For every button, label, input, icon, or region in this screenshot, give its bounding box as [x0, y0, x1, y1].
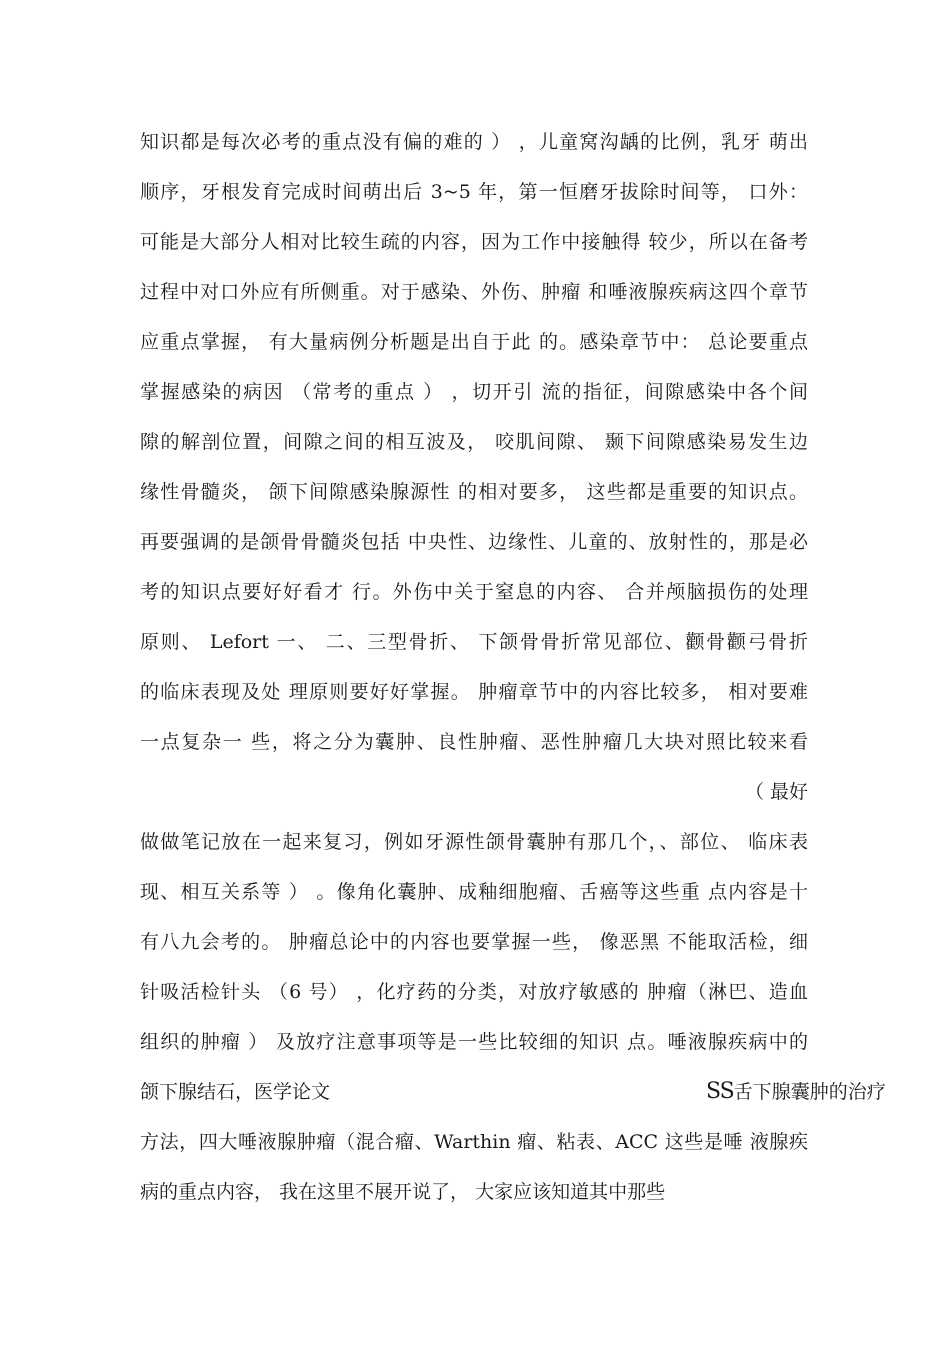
text-line: 缘性骨髓炎， 颌下间隙感染腺源性 的相对要多， 这些都是重要的知识点。 — [140, 481, 808, 503]
text-line: 一点复杂一 些，将之分为囊肿、良性肿瘤、恶性肿瘤几大块对照比较来看 — [140, 731, 808, 753]
text-line: 做做笔记放在一起来复习，例如牙源性颌骨囊肿有那几个，、部位、 临床表 — [140, 831, 808, 853]
text-line: 原则、 Lefort 一、 二、三型骨折、 下颌骨骨折常见部位、颧骨颧弓骨折 — [140, 631, 808, 653]
split-line-right: 舌下腺囊肿的治疗 — [733, 1081, 886, 1103]
split-line-right-group — [706, 1080, 886, 1104]
text-line: 知识都是每次必考的重点没有偏的难的 ） ，儿童窝沟龋的比例，乳牙 萌出 — [140, 131, 808, 153]
text-line: 现、相互关系等 ） 。像角化囊肿、成釉细胞瘤、舌癌等这些重 点内容是十 — [140, 881, 808, 903]
text-line: 可能是大部分人相对比较生疏的内容，因为工作中接触得 较少，所以在备考 — [140, 231, 808, 253]
text-line: 顺序，牙根发育完成时间萌出后 3~5 年，第一恒磨牙拔除时间等， 口外： — [140, 181, 808, 203]
text-line: 掌握感染的病因 （常考的重点 ） ，切开引 流的指征，间隙感染中各个间 — [140, 381, 808, 403]
text-line-right: （ 最好 — [744, 781, 808, 803]
text-line: 方法，四大唾液腺肿瘤（混合瘤、Warthin 瘤、粘表、ACC 这些是唾 液腺疾 — [140, 1131, 808, 1153]
text-line: 的临床表现及处 理原则要好好掌握。 肿瘤章节中的内容比较多， 相对要难 — [140, 681, 808, 703]
text-line: 有八九会考的。 肿瘤总论中的内容也要掌握一些， 像恶黑 不能取活检，细 — [140, 931, 808, 953]
text-line: 组织的肿瘤 ） 及放疗注意事项等是一些比较细的知识 点。唾液腺疾病中的 — [140, 1031, 808, 1053]
text-line: 隙的解剖位置，间隙之间的相互波及， 咬肌间隙、 颞下间隙感染易发生边 — [140, 431, 808, 453]
split-line-left: 颌下腺结石，医学论文 — [140, 1081, 331, 1103]
text-line: 再要强调的是颌骨骨髓炎包括 中央性、边缘性、儿童的、放射性的，那是必 — [140, 531, 808, 553]
text-line-last: 病的重点内容， 我在这里不展开说了， 大家应该知道其中那些 — [140, 1181, 666, 1203]
text-line: 考的知识点要好好看才 行。外伤中关于窒息的内容、 合并颅脑损伤的处理 — [140, 581, 808, 603]
text-line: 针吸活检针头 （6 号） ，化疗药的分类，对放疗敏感的 肿瘤（淋巴、造血 — [140, 981, 808, 1003]
text-line: 应重点掌握， 有大量病例分析题是出自于此 的。感染章节中： 总论要重点 — [140, 331, 808, 353]
split-line-ss: SS — [706, 1079, 734, 1104]
text-line: 过程中对口外应有所侧重。对于感染、外伤、肿瘤 和唾液腺疾病这四个章节 — [140, 281, 808, 303]
split-text-line — [140, 1079, 886, 1104]
